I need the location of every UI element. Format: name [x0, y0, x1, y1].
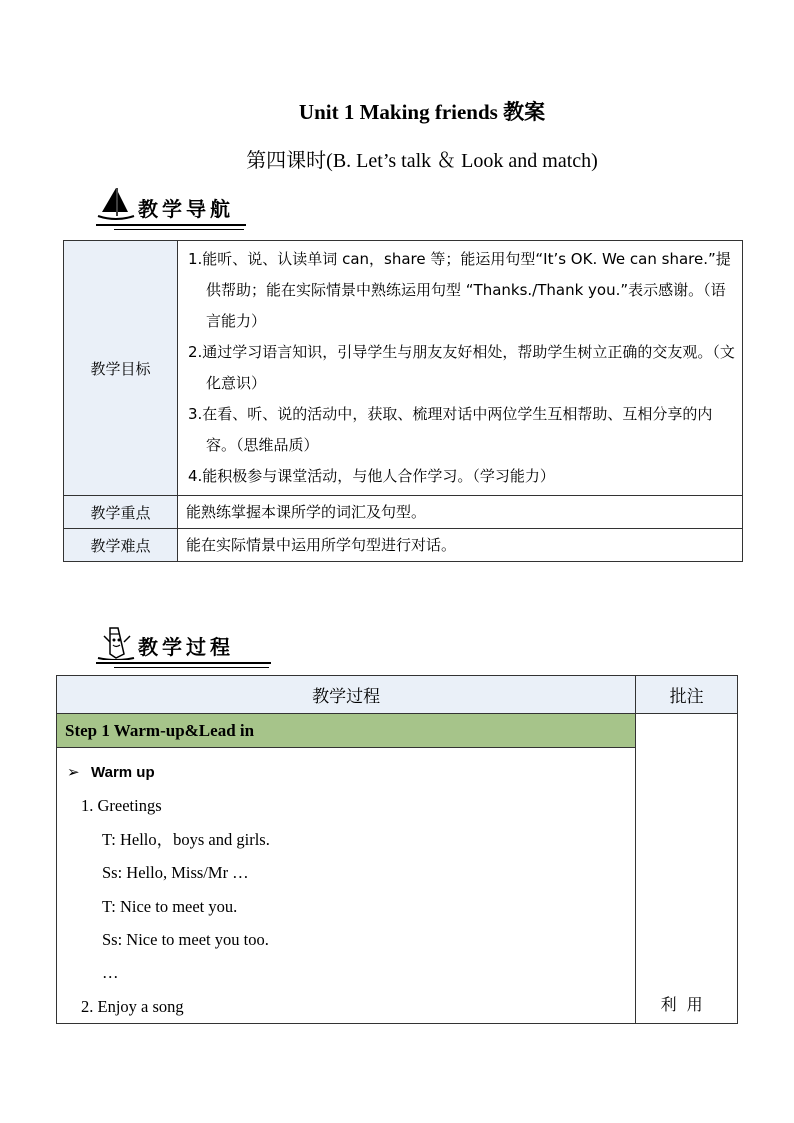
- activity-item: 2. Enjoy a song: [81, 996, 184, 1016]
- objective-item: 4.能积极参与课堂活动，与他人合作学习。（学习能力）: [188, 467, 555, 485]
- objective-item: 3.在看、听、说的活动中，获取、梳理对话中两位学生互相帮助、互相分享的内容。（思维品质）: [188, 405, 713, 454]
- guide-table: [63, 240, 743, 562]
- objective-item: 1.能听、说、认读单词 can，share 等；能运用句型“It’s OK. We can share.”提供帮助；能在实际情景中熟练运用句型 “Thanks./Thank you.”表示感谢。（语言能力）: [188, 250, 731, 330]
- activity-item: 1. Greetings: [81, 796, 162, 816]
- objectives-cell: [178, 241, 743, 496]
- warm-up-heading: [57, 756, 635, 789]
- dialogue-line: Ss: Nice to meet you too.: [102, 929, 269, 949]
- page-subtitle: 第四课时(B. Let’s talk ＆ Look and match): [246, 150, 598, 172]
- notes-column-header: 批注: [636, 676, 738, 714]
- warm-up-label: Warm up: [91, 764, 155, 781]
- section-heading-process: [96, 624, 234, 660]
- page-title: Unit 1 Making friends 教案: [298, 100, 546, 124]
- key-points-text: 能熟练掌握本课所学的词汇及句型。: [178, 496, 743, 529]
- step1-content: [57, 748, 636, 1024]
- process-table: [56, 675, 738, 1024]
- step1-heading: Step 1 Warm-up&Lead in: [57, 714, 636, 748]
- arrow-bullet-icon: ➢: [67, 763, 80, 781]
- difficulty-text: 能在实际情景中运用所学句型进行对话。: [178, 529, 743, 562]
- pencil-figure-icon: [96, 624, 136, 660]
- dialogue-line: …: [102, 963, 119, 983]
- sailboat-icon: [96, 186, 136, 222]
- dialogue-line: Ss: Hello, Miss/Mr …: [102, 863, 249, 883]
- objectives-label: 教学目标: [64, 241, 178, 496]
- section-heading-process-text: 教学过程: [138, 635, 234, 659]
- process-column-header: 教学过程: [57, 676, 636, 714]
- section-heading-nav: [96, 186, 234, 222]
- notes-cell: [636, 714, 738, 1024]
- section-heading-nav-text: 教学导航: [138, 197, 234, 221]
- difficulty-label: 教学难点: [64, 529, 178, 562]
- key-points-label: 教学重点: [64, 496, 178, 529]
- note-text: 利用: [660, 995, 713, 1015]
- dialogue-line: T: Hello，boys and girls.: [102, 829, 270, 849]
- dialogue-line: T: Nice to meet you.: [102, 896, 238, 916]
- objective-item: 2.通过学习语言知识，引导学生与朋友友好相处，帮助学生树立正确的交友观。（文化意识）: [188, 343, 735, 392]
